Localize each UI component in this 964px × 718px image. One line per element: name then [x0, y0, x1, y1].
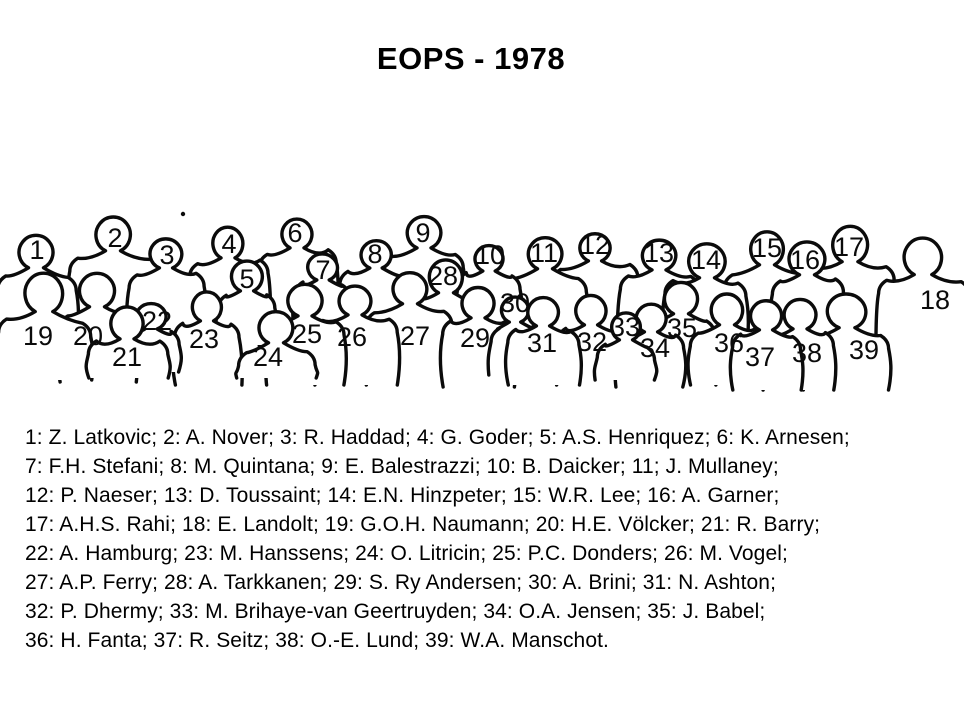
- legend-line: 27: A.P. Ferry; 28: A. Tarkkanen; 29: S. Ry Andersen; 30: A. Brini; 31: N. Ashton;: [25, 571, 777, 594]
- figure-number-label-12: 12: [579, 230, 611, 260]
- legend-line: 1: Z. Latkovic; 2: A. Nover; 3: R. Haddad; 4: G. Goder; 5: A.S. Henriquez; 6: K. Arnesen;: [25, 426, 850, 449]
- figure-number-label-19: 19: [22, 321, 54, 351]
- figure-title: EOPS - 1978: [376, 41, 566, 76]
- figure-number-label-15: 15: [751, 233, 783, 263]
- figure-number-label-24: 24: [252, 342, 284, 372]
- figure-number-label-7: 7: [315, 255, 331, 285]
- figure-number-label-31: 31: [526, 328, 558, 358]
- figure-number-label-27: 27: [399, 321, 431, 351]
- figure-number-label-18: 18: [919, 285, 951, 315]
- figure-number-label-23: 23: [188, 324, 220, 354]
- legend: [25, 423, 850, 655]
- figure-number-label-35: 35: [666, 313, 698, 343]
- figure-number-label-11: 11: [529, 238, 559, 268]
- figure-number-label-4: 4: [221, 229, 237, 259]
- legend-line: 7: F.H. Stefani; 8: M. Quintana; 9: E. Balestrazzi; 10: B. Daicker; 11; J. Mullaney;: [25, 455, 779, 478]
- figure-number-label-2: 2: [107, 223, 123, 253]
- figure-number-label-39: 39: [848, 335, 880, 365]
- figure-number-label-13: 13: [643, 238, 675, 268]
- figure-number-label-3: 3: [159, 240, 175, 270]
- stray-dot: [181, 212, 185, 216]
- figure-number-label-14: 14: [690, 245, 722, 275]
- figure-number-label-32: 32: [576, 327, 608, 357]
- figure-number-label-21: 21: [111, 342, 143, 372]
- legend-line: 12: P. Naeser; 13: D. Toussaint; 14: E.N. Hinzpeter; 15: W.R. Lee; 16: A. Garner;: [25, 484, 780, 507]
- figure-number-label-20: 20: [72, 321, 104, 351]
- figure-number-label-30: 30: [499, 288, 531, 318]
- figure-number-label-28: 28: [427, 261, 459, 291]
- figure-number-label-6: 6: [287, 218, 303, 248]
- figure-number-label-37: 37: [744, 342, 776, 372]
- figure-number-label-1: 1: [29, 235, 45, 265]
- figure-number-label-5: 5: [239, 264, 255, 294]
- figure-number-label-16: 16: [789, 245, 821, 275]
- legend-line: 22: A. Hamburg; 23: M. Hanssens; 24: O. Litricin; 25: P.C. Donders; 26: M. Vogel;: [25, 542, 788, 565]
- figure-number-label-17: 17: [833, 232, 865, 262]
- figure-number-label-25: 25: [291, 319, 323, 349]
- figure-number-label-26: 26: [336, 322, 368, 352]
- legend-line: 36: H. Fanta; 37: R. Seitz; 38: O.-E. Lund; 39: W.A. Manschot.: [25, 629, 609, 652]
- figure-number-label-8: 8: [367, 239, 383, 269]
- figure-number-label-34: 34: [639, 333, 671, 363]
- legend-line: 17: A.H.S. Rahi; 18: E. Landolt; 19: G.O.H. Naumann; 20: H.E. Völcker; 21: R. Barry;: [25, 513, 821, 536]
- figure-number-label-33: 33: [609, 312, 641, 342]
- figure-number-label-10: 10: [474, 240, 506, 270]
- figure-number-label-22: 22: [141, 306, 173, 336]
- figure-number-label-36: 36: [713, 328, 745, 358]
- figure-number-label-38: 38: [791, 338, 823, 368]
- figure-number-label-29: 29: [459, 323, 491, 353]
- figure-number-label-9: 9: [415, 218, 431, 248]
- legend-line: 32: P. Dhermy; 33: M. Brihaye-van Geertruyden; 34: O.A. Jensen; 35: J. Babel;: [25, 600, 766, 623]
